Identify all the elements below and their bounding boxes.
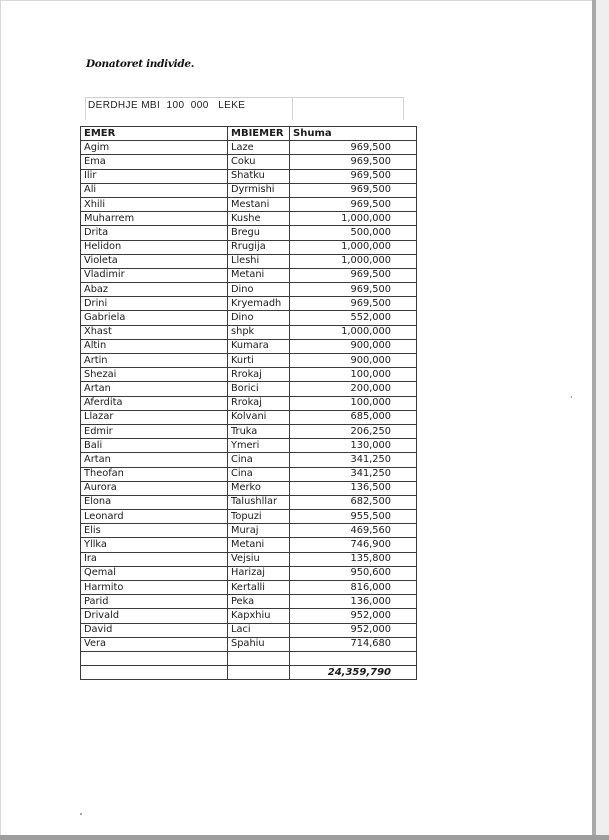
table-row (81, 268, 417, 282)
cell-amount: 969,500 (290, 197, 417, 211)
cell-first-name: Vladimir (81, 268, 228, 282)
cell-amount: 200,000 (290, 382, 417, 396)
cell-amount: 900,000 (290, 339, 417, 353)
cell-last-name: Laze (228, 141, 290, 155)
cell-amount: 1,000,000 (290, 254, 417, 268)
cell-first-name: Drini (81, 297, 228, 311)
cell-first-name: David (81, 623, 228, 637)
cell-last-name: Bregu (228, 226, 290, 240)
cell-last-name: Kapxhiu (228, 609, 290, 623)
cell-amount: 552,000 (290, 311, 417, 325)
table-row (81, 368, 417, 382)
table-row (81, 169, 417, 183)
cell-first-name: Llazar (81, 410, 228, 424)
cell-first-name: Aurora (81, 481, 228, 495)
cell-last-name: Rrokaj (228, 368, 290, 382)
cell-last-name: Merko (228, 481, 290, 495)
table-row (81, 155, 417, 169)
cell-first-name: Artan (81, 382, 228, 396)
cell-last-name: Coku (228, 155, 290, 169)
table-row (81, 141, 417, 155)
section-heading: DERDHJE MBI 100 000 LEKE (88, 100, 246, 111)
cell-amount: 341,250 (290, 467, 417, 481)
header-amount: Shuma (290, 127, 417, 141)
cell-first-name: Ilir (81, 169, 228, 183)
table-row (81, 510, 417, 524)
cell-last-name: Borici (228, 382, 290, 396)
document-title: Donatoret individe. (86, 58, 195, 70)
cell-last-name: Truka (228, 424, 290, 438)
cell-amount: 682,500 (290, 495, 417, 509)
cell-last-name: Kurti (228, 354, 290, 368)
cell-amount: 130,000 (290, 439, 417, 453)
cell-amount: 969,500 (290, 169, 417, 183)
table-row (81, 424, 417, 438)
table-row (81, 254, 417, 268)
scan-edge-shade (596, 0, 609, 840)
cell-last-name: Dino (228, 283, 290, 297)
table-row (81, 623, 417, 637)
cell-first-name: Violeta (81, 254, 228, 268)
cell-first-name: Artin (81, 354, 228, 368)
table-row (81, 311, 417, 325)
cell-last-name: Cina (228, 453, 290, 467)
cell-first-name: Altin (81, 339, 228, 353)
cell-amount: 1,000,000 (290, 240, 417, 254)
cell-first-name: Theofan (81, 467, 228, 481)
cell-last-name: Harizaj (228, 566, 290, 580)
cell-last-name: Kumara (228, 339, 290, 353)
cell-last-name: Cina (228, 467, 290, 481)
cell-last-name: Kushe (228, 212, 290, 226)
cell-amount: 714,680 (290, 637, 417, 651)
cell-last-name: Peka (228, 595, 290, 609)
cell-last-name: Kryemadh (228, 297, 290, 311)
table-row (81, 439, 417, 453)
cell-last-name: shpk (228, 325, 290, 339)
cell-last-name: Vejsiu (228, 552, 290, 566)
table-row (81, 538, 417, 552)
table-row (81, 566, 417, 580)
cell-first-name: Yllka (81, 538, 228, 552)
cell-last-name: Ymeri (228, 439, 290, 453)
cell-first-name: Ali (81, 183, 228, 197)
cell-amount: 816,000 (290, 581, 417, 595)
cell-last-name: Kertalli (228, 581, 290, 595)
table-row (81, 410, 417, 424)
scan-speck (571, 396, 572, 398)
cell-first-name: Drivald (81, 609, 228, 623)
cell-amount: 969,500 (290, 268, 417, 282)
cell-first-name: Elis (81, 524, 228, 538)
table-row (81, 283, 417, 297)
cell-last-name: Shatku (228, 169, 290, 183)
document-page (1, 1, 595, 835)
cell-amount: 1,000,000 (290, 325, 417, 339)
cell-last-name: Dino (228, 311, 290, 325)
table-row (81, 297, 417, 311)
cell-amount: 206,250 (290, 424, 417, 438)
cell-last-name: Kolvani (228, 410, 290, 424)
total-row (81, 666, 417, 680)
cell-first-name: Drita (81, 226, 228, 240)
cell-amount: 969,500 (290, 141, 417, 155)
cell-last-name: Metani (228, 538, 290, 552)
cell-first-name: Bali (81, 439, 228, 453)
table-row (81, 382, 417, 396)
donors-table (80, 126, 417, 680)
cell-first-name: Agim (81, 141, 228, 155)
table-row (81, 595, 417, 609)
cell-first-name: Xhast (81, 325, 228, 339)
cell-last-name: Laci (228, 623, 290, 637)
cell-amount: 1,000,000 (290, 212, 417, 226)
table-row (81, 339, 417, 353)
cell-amount: 100,000 (290, 396, 417, 410)
cell-last-name: Metani (228, 268, 290, 282)
table-row (81, 354, 417, 368)
table-row (81, 481, 417, 495)
cell-amount: 950,600 (290, 566, 417, 580)
blank-row (81, 651, 417, 665)
cell-first-name: Artan (81, 453, 228, 467)
cell-amount: 136,000 (290, 595, 417, 609)
table-header-row (81, 127, 417, 141)
cell-amount: 746,900 (290, 538, 417, 552)
header-last-name: MBIEMER (228, 127, 290, 141)
cell-amount: 952,000 (290, 623, 417, 637)
table-row (81, 396, 417, 410)
cell-amount: 955,500 (290, 510, 417, 524)
cell-first-name: Edmir (81, 424, 228, 438)
cell-first-name: Abaz (81, 283, 228, 297)
cell-first-name: Helidon (81, 240, 228, 254)
table-row (81, 453, 417, 467)
cell-amount: 969,500 (290, 183, 417, 197)
table-body (81, 141, 417, 652)
cell-last-name: Lleshi (228, 254, 290, 268)
cell-last-name: Mestani (228, 197, 290, 211)
cell-amount: 136,500 (290, 481, 417, 495)
scan-speck (80, 813, 82, 815)
cell-amount: 900,000 (290, 354, 417, 368)
header-first-name: EMER (81, 127, 228, 141)
table-row (81, 609, 417, 623)
cell-first-name: Shezai (81, 368, 228, 382)
table-row (81, 183, 417, 197)
cell-first-name: Ema (81, 155, 228, 169)
table-row (81, 467, 417, 481)
cell-amount: 341,250 (290, 453, 417, 467)
total-amount: 24,359,790 (290, 666, 417, 680)
cell-last-name: Rrugija (228, 240, 290, 254)
cell-first-name: Parid (81, 595, 228, 609)
table-row (81, 637, 417, 651)
cell-last-name: Rrokaj (228, 396, 290, 410)
cell-amount: 969,500 (290, 155, 417, 169)
cell-first-name: Xhili (81, 197, 228, 211)
cell-first-name: Aferdita (81, 396, 228, 410)
table-row (81, 240, 417, 254)
table-row (81, 226, 417, 240)
cell-first-name: Elona (81, 495, 228, 509)
cell-first-name: Qemal (81, 566, 228, 580)
table-row (81, 524, 417, 538)
cell-last-name: Dyrmishi (228, 183, 290, 197)
cell-first-name: Gabriela (81, 311, 228, 325)
cell-last-name: Muraj (228, 524, 290, 538)
cell-amount: 969,500 (290, 297, 417, 311)
cell-amount: 952,000 (290, 609, 417, 623)
table-row (81, 581, 417, 595)
cell-amount: 500,000 (290, 226, 417, 240)
table-row (81, 197, 417, 211)
table-row (81, 552, 417, 566)
cell-amount: 100,000 (290, 368, 417, 382)
cell-first-name: Leonard (81, 510, 228, 524)
cell-last-name: Topuzi (228, 510, 290, 524)
cell-amount: 685,000 (290, 410, 417, 424)
table-row (81, 495, 417, 509)
table-row (81, 325, 417, 339)
cell-first-name: Harmito (81, 581, 228, 595)
cell-first-name: Vera (81, 637, 228, 651)
cell-last-name: Spahiu (228, 637, 290, 651)
cell-first-name: Ira (81, 552, 228, 566)
cell-last-name: Talushllar (228, 495, 290, 509)
cell-amount: 135,800 (290, 552, 417, 566)
table-row (81, 212, 417, 226)
cell-amount: 969,500 (290, 283, 417, 297)
cell-first-name: Muharrem (81, 212, 228, 226)
cell-amount: 469,560 (290, 524, 417, 538)
scan-edge-bottom (0, 835, 609, 840)
